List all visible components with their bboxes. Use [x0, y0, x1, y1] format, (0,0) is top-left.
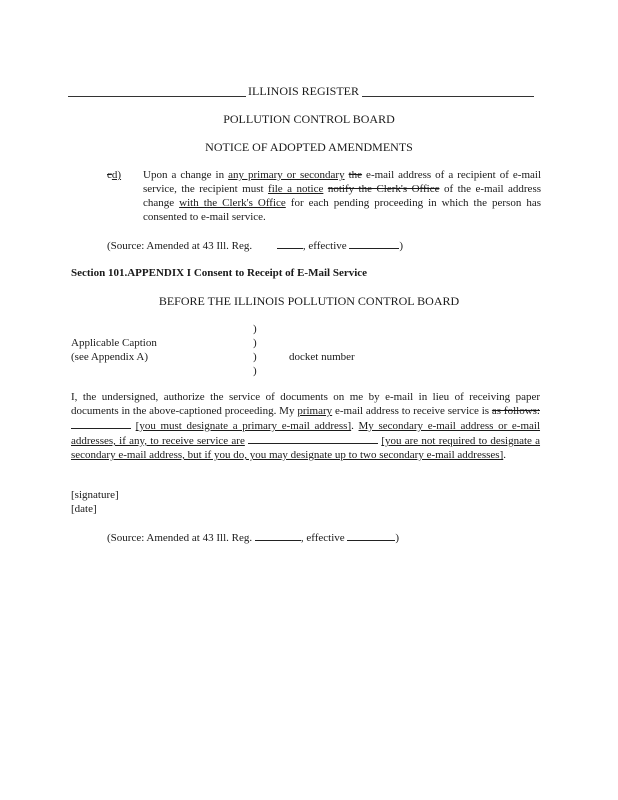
- paragraph-label: [107, 168, 121, 182]
- caption-line-1: Applicable Caption: [71, 337, 157, 349]
- date-field: [date]: [71, 503, 97, 515]
- before-board-heading: BEFORE THE ILLINOIS POLLUTION CONTROL BOARD: [158, 294, 460, 308]
- effective-blank-2: [347, 530, 395, 541]
- insert-secondary-text: My secondary e-mail address or e-mail addresses, if any, to receive service are: [71, 420, 541, 447]
- caption-paren-1: ): [253, 323, 257, 335]
- caption-paren-2: ): [253, 337, 257, 349]
- reg-blank-1: [277, 238, 303, 249]
- insert-secondary-instruction: [you are not required to designate a secondary e-mail address, but if you do, you may designate up to two secondary e-mail addresses]: [71, 435, 541, 461]
- docket-number: docket number: [289, 351, 355, 363]
- insert-primary-instruction: [you must designate a primary e-mail address]: [135, 420, 352, 432]
- register-title: ILLINOIS REGISTER: [248, 84, 359, 98]
- caption-paren-3: ): [253, 351, 257, 363]
- delete-notify-clerk: notify the Clerk's Office: [327, 183, 440, 195]
- paragraph-d-text: Upon a change in any primary or secondary the e-mail address of a recipient of e-mail service, the recipient must file a notice notify the Clerk's Office of the e-mail address change with the Clerk's Office for each pending proceeding in which the person has consented to e-mail service.: [143, 169, 542, 223]
- board-title: POLLUTION CONTROL BOARD: [223, 112, 395, 126]
- delete-the: the: [348, 169, 363, 181]
- source-line-1: (Source: Amended at 43 Ill. Reg. , effective ): [107, 240, 404, 252]
- secondary-email-blank: [248, 433, 378, 444]
- insert-primary: primary: [297, 405, 333, 417]
- reg-blank-2: [255, 530, 301, 541]
- section-title: Section 101.APPENDIX I Consent to Receipt of E-Mail Service: [71, 267, 368, 279]
- caption-paren-4: ): [253, 365, 257, 377]
- label-inserted: d): [111, 169, 122, 181]
- header-rule-left: [68, 96, 246, 97]
- header-rule-right: [362, 96, 534, 97]
- caption-line-2: (see Appendix A): [71, 351, 148, 363]
- consent-paragraph: I, the undersigned, authorize the service of documents on me by e-mail in lieu of receiving paper documents in the above-captioned proceeding. My primary e-mail address to receive service is as follows: [you must designate a primary e-mail address]. My secondary e-mail address or e-mail addresses, if any, to receive service are [you are not required to designate a secondary e-mail address, but if you do, you may designate up to two secondary e-mail addresses].: [71, 391, 541, 461]
- insert-any-primary: any primary or secondary: [228, 169, 345, 181]
- notice-title: NOTICE OF ADOPTED AMENDMENTS: [205, 140, 413, 154]
- source-line-2: (Source: Amended at 43 Ill. Reg. , effective ): [107, 532, 400, 544]
- label-deleted: c: [107, 169, 112, 181]
- primary-email-blank: [71, 418, 131, 429]
- signature-field: [signature]: [71, 489, 119, 501]
- insert-with-clerk: with the Clerk's Office: [179, 197, 286, 209]
- effective-blank-1: [349, 238, 399, 249]
- insert-file-notice: file a notice: [268, 183, 324, 195]
- delete-as-follows: as follows:: [491, 405, 540, 417]
